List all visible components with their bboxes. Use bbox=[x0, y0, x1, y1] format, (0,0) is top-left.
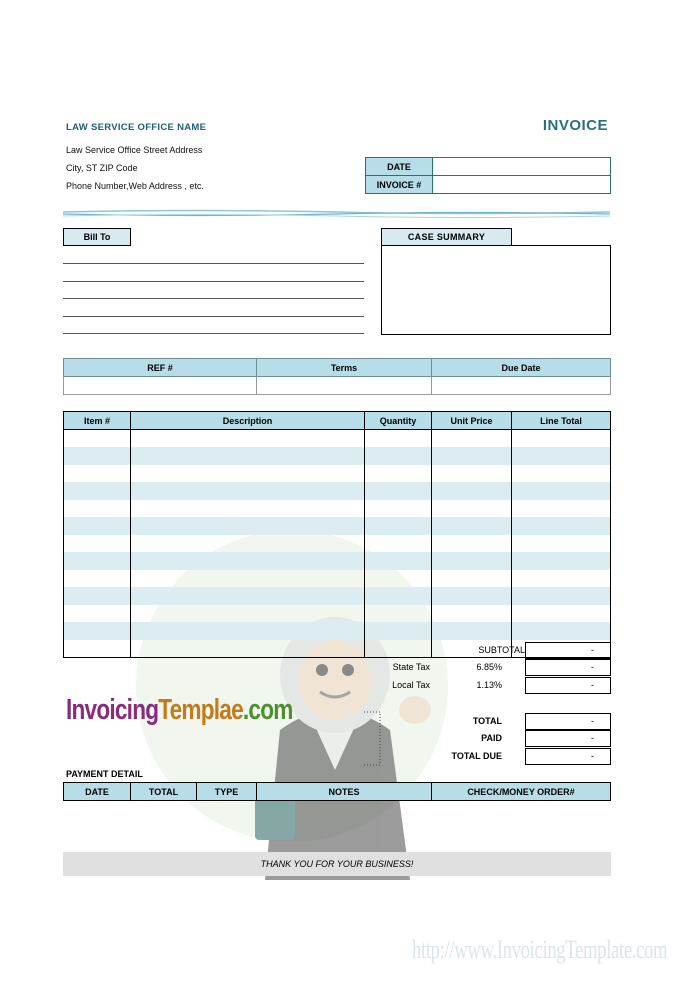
item-cell[interactable] bbox=[131, 535, 365, 553]
date-invoice-table bbox=[365, 157, 611, 194]
item-cell[interactable] bbox=[365, 430, 432, 448]
item-cell[interactable] bbox=[365, 570, 432, 588]
item-cell[interactable] bbox=[131, 622, 365, 640]
item-cell[interactable] bbox=[365, 500, 432, 518]
item-cell[interactable] bbox=[131, 482, 365, 500]
thank-you-banner: THANK YOU FOR YOUR BUSINESS! bbox=[63, 852, 611, 876]
item-cell[interactable] bbox=[365, 640, 432, 658]
line-total-header: Line Total bbox=[512, 412, 611, 430]
payment-check-header: CHECK/MONEY ORDER# bbox=[432, 783, 611, 801]
item-cell[interactable] bbox=[512, 482, 611, 500]
total-due-label: TOTAL DUE bbox=[451, 751, 502, 761]
payment-type-header: TYPE bbox=[197, 783, 257, 801]
item-number-header: Item # bbox=[64, 412, 131, 430]
item-cell[interactable] bbox=[432, 447, 512, 465]
item-cell[interactable] bbox=[64, 552, 131, 570]
item-cell[interactable] bbox=[131, 500, 365, 518]
table-row bbox=[64, 622, 611, 640]
state-tax-label: State Tax bbox=[392, 662, 430, 672]
terms-header: Terms bbox=[257, 359, 432, 377]
item-cell[interactable] bbox=[64, 640, 131, 658]
payment-detail-table bbox=[63, 782, 611, 801]
item-cell[interactable] bbox=[131, 552, 365, 570]
table-row bbox=[64, 482, 611, 500]
table-row bbox=[64, 465, 611, 483]
terms-field[interactable] bbox=[257, 377, 432, 395]
table-row bbox=[64, 552, 611, 570]
date-label: DATE bbox=[366, 158, 433, 176]
table-row bbox=[64, 500, 611, 518]
item-cell[interactable] bbox=[365, 465, 432, 483]
payment-date-header: DATE bbox=[64, 783, 131, 801]
invoice-number-field[interactable] bbox=[433, 176, 611, 194]
description-header: Description bbox=[131, 412, 365, 430]
office-city: City, ST ZIP Code bbox=[66, 163, 138, 173]
item-cell[interactable] bbox=[512, 465, 611, 483]
item-cell[interactable] bbox=[512, 622, 611, 640]
item-cell[interactable] bbox=[432, 587, 512, 605]
item-cell[interactable] bbox=[432, 622, 512, 640]
item-cell[interactable] bbox=[64, 465, 131, 483]
bill-to-line[interactable] bbox=[63, 298, 364, 299]
table-row bbox=[64, 447, 611, 465]
item-cell[interactable] bbox=[512, 552, 611, 570]
state-tax-value: - bbox=[525, 659, 611, 676]
item-cell[interactable] bbox=[131, 430, 365, 448]
website-watermark: http://www.InvoicingTemplate.com bbox=[412, 935, 668, 964]
bill-to-line[interactable] bbox=[63, 333, 364, 334]
item-cell[interactable] bbox=[512, 500, 611, 518]
payment-notes-header: NOTES bbox=[257, 783, 432, 801]
item-cell[interactable] bbox=[432, 430, 512, 448]
table-row bbox=[64, 570, 611, 588]
item-cell[interactable] bbox=[432, 535, 512, 553]
local-tax-rate[interactable]: 1.13% bbox=[476, 680, 502, 690]
state-tax-rate[interactable]: 6.85% bbox=[476, 662, 502, 672]
item-cell[interactable] bbox=[131, 447, 365, 465]
office-address: Law Service Office Street Address bbox=[66, 145, 203, 155]
item-cell[interactable] bbox=[64, 622, 131, 640]
office-name: LAW SERVICE OFFICE NAME bbox=[66, 122, 207, 133]
item-cell[interactable] bbox=[365, 447, 432, 465]
item-cell[interactable] bbox=[64, 605, 131, 623]
item-cell[interactable] bbox=[512, 535, 611, 553]
payment-detail-title: PAYMENT DETAIL bbox=[66, 769, 143, 779]
item-cell[interactable] bbox=[64, 482, 131, 500]
item-cell[interactable] bbox=[64, 500, 131, 518]
bill-to-line[interactable] bbox=[63, 281, 364, 282]
item-cell[interactable] bbox=[432, 517, 512, 535]
item-cell[interactable] bbox=[64, 535, 131, 553]
divider-wave bbox=[63, 209, 610, 219]
table-row bbox=[64, 605, 611, 623]
total-due-value: - bbox=[525, 748, 611, 765]
total-value: - bbox=[525, 713, 611, 730]
item-cell[interactable] bbox=[131, 465, 365, 483]
item-cell[interactable] bbox=[64, 447, 131, 465]
item-cell[interactable] bbox=[131, 587, 365, 605]
quantity-header: Quantity bbox=[365, 412, 432, 430]
subtotal-value: - bbox=[525, 642, 611, 659]
subtotal-label: SUBTOTAL bbox=[478, 645, 525, 655]
ref-terms-table bbox=[63, 358, 611, 395]
item-cell[interactable] bbox=[432, 570, 512, 588]
item-cell[interactable] bbox=[365, 517, 432, 535]
item-cell[interactable] bbox=[432, 465, 512, 483]
item-cell[interactable] bbox=[64, 517, 131, 535]
item-cell[interactable] bbox=[64, 587, 131, 605]
item-cell[interactable] bbox=[365, 622, 432, 640]
item-cell[interactable] bbox=[64, 430, 131, 448]
paid-label: PAID bbox=[481, 733, 502, 743]
paid-value: - bbox=[525, 730, 611, 747]
item-cell[interactable] bbox=[432, 482, 512, 500]
ref-header: REF # bbox=[64, 359, 257, 377]
item-cell[interactable] bbox=[365, 605, 432, 623]
total-label: TOTAL bbox=[472, 716, 502, 726]
case-summary-box[interactable] bbox=[381, 245, 611, 335]
office-contact: Phone Number,Web Address , etc. bbox=[66, 181, 204, 191]
case-summary-label: CASE SUMMARY bbox=[381, 228, 512, 246]
local-tax-label: Local Tax bbox=[392, 680, 430, 690]
item-cell[interactable] bbox=[64, 570, 131, 588]
item-cell[interactable] bbox=[365, 552, 432, 570]
item-cell[interactable] bbox=[512, 430, 611, 448]
item-cell[interactable] bbox=[432, 500, 512, 518]
due-date-field[interactable] bbox=[432, 377, 611, 395]
item-cell[interactable] bbox=[365, 587, 432, 605]
line-items-table bbox=[63, 411, 611, 658]
item-cell[interactable] bbox=[365, 535, 432, 553]
brand-logo: InvoicingTemplae.com bbox=[66, 694, 293, 726]
ref-field[interactable] bbox=[64, 377, 257, 395]
item-cell[interactable] bbox=[131, 640, 365, 658]
item-cell[interactable] bbox=[131, 517, 365, 535]
due-date-header: Due Date bbox=[432, 359, 611, 377]
table-row bbox=[64, 535, 611, 553]
item-cell[interactable] bbox=[512, 587, 611, 605]
item-cell[interactable] bbox=[432, 605, 512, 623]
date-field[interactable] bbox=[433, 158, 611, 176]
unit-price-header: Unit Price bbox=[432, 412, 512, 430]
local-tax-value: - bbox=[525, 677, 611, 694]
payment-total-header: TOTAL bbox=[131, 783, 197, 801]
item-cell[interactable] bbox=[512, 517, 611, 535]
invoice-number-label: INVOICE # bbox=[366, 176, 433, 194]
item-cell[interactable] bbox=[131, 605, 365, 623]
item-cell[interactable] bbox=[512, 605, 611, 623]
table-row bbox=[64, 517, 611, 535]
item-cell[interactable] bbox=[131, 570, 365, 588]
item-cell[interactable] bbox=[512, 570, 611, 588]
item-cell[interactable] bbox=[512, 447, 611, 465]
table-row bbox=[64, 587, 611, 605]
bill-to-label: Bill To bbox=[63, 228, 131, 246]
item-cell[interactable] bbox=[432, 552, 512, 570]
bill-to-line[interactable] bbox=[63, 316, 364, 317]
dotted-bracket bbox=[364, 711, 382, 766]
item-cell[interactable] bbox=[365, 482, 432, 500]
invoice-title: INVOICE bbox=[542, 117, 608, 134]
bill-to-line[interactable] bbox=[63, 263, 364, 264]
table-row bbox=[64, 430, 611, 448]
